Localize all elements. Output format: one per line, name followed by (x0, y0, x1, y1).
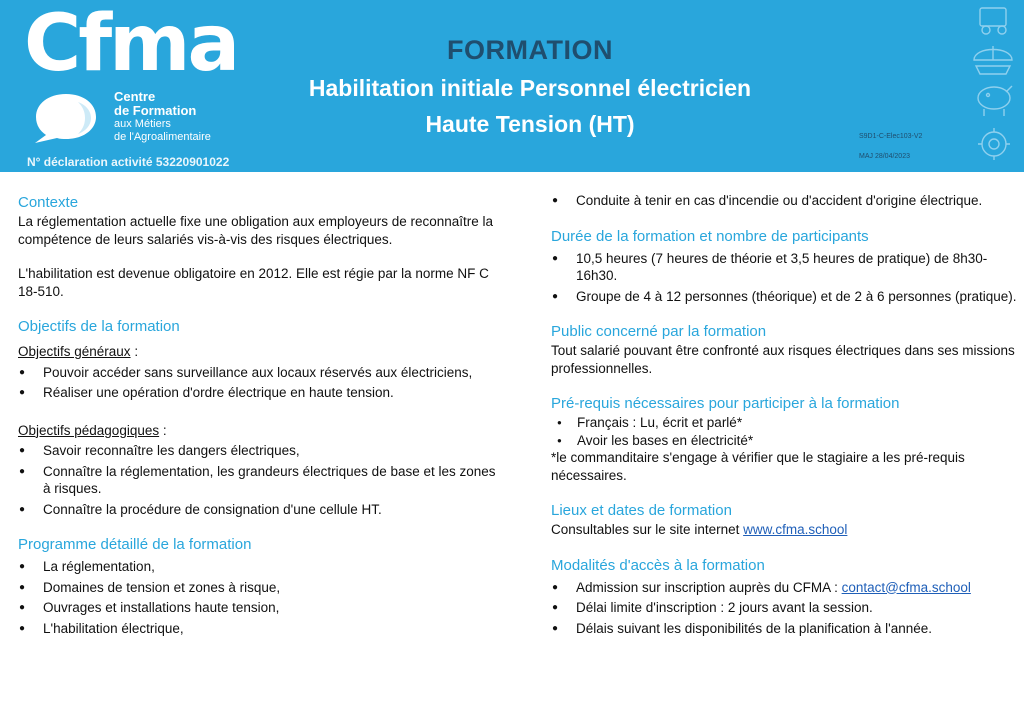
list-item: ● 10,5 heures (7 heures de théorie et 3,5 heures de pratique) de 8h30-16h30. (551, 250, 1021, 285)
programme-list-continued (551, 192, 1021, 210)
logo-line-4: de l'Agroalimentaire (114, 131, 211, 143)
programme-list (18, 558, 498, 637)
objectifs-generaux-colon: : (130, 344, 139, 359)
declaration-number: N° déclaration activité 53220901022 (27, 155, 230, 169)
list-item: ● Pouvoir accéder sans surveillance aux locaux réservés aux électriciens, (18, 364, 498, 382)
list-item: ● L'habilitation électrique, (18, 620, 498, 638)
modalite-1-text: Admission sur inscription auprès du CFMA : (576, 579, 842, 595)
speech-bubble-icon (30, 92, 100, 144)
section-title-public: Public concerné par la formation (551, 323, 767, 340)
objectifs-pedagogiques-heading (18, 422, 498, 440)
objectifs-generaux-label: Objectifs généraux (18, 344, 131, 359)
section-title-contexte: Contexte (18, 194, 79, 211)
page-title: FORMATION (447, 35, 613, 65)
section-title-lieux: Lieux et dates de formation (551, 502, 732, 519)
modalites-list (551, 579, 1021, 638)
contact-email-link[interactable]: contact@cfma.school (841, 579, 971, 595)
ref-date: MAJ 28/04/2023 (859, 153, 910, 160)
page-subtitle-1: Habilitation initiale Personnel électricien (308, 75, 752, 101)
objectifs-pedagogiques-label: Objectifs pédagogiques (18, 422, 160, 438)
list-item: ● Connaître la procédure de consignation d'une cellule HT. (18, 501, 498, 519)
list-item: ● Ouvrages et installations haute tension, (18, 599, 498, 617)
list-item: ● Délai limite d'inscription : 2 jours avant la session. (551, 599, 1021, 617)
contexte-paragraph-1: La réglementation actuelle fixe une obligation aux employeurs de reconnaître la compétence de leurs salariés vis-à-vis des risques électriques. (18, 214, 494, 247)
list-item: ● Délais suivant les disponibilités de la planification à l'année. (551, 620, 1021, 638)
lieux-label: Consultables sur le site internet (551, 522, 744, 537)
list-item: ● Connaître la réglementation, les grandeurs électriques de base et les zones à risques. (18, 463, 498, 498)
section-title-programme: Programme détaillé de la formation (18, 536, 252, 553)
logo-line-1: Centre (114, 89, 156, 104)
list-item: ● La réglementation, (18, 558, 498, 576)
ref-code: S9D1-C-Elec103-V2 (859, 133, 923, 140)
section-title-prerequis: Pré-requis nécessaires pour participer à la formation (551, 395, 900, 412)
objectifs-pedagogiques-colon: : (159, 422, 167, 438)
section-title-objectifs: Objectifs de la formation (18, 318, 180, 335)
list-item: ● Réaliser une opération d'ordre électrique en haute tension. (18, 384, 498, 402)
logo-subtitle (114, 90, 211, 144)
right-column (551, 172, 1021, 637)
website-link[interactable]: www.cfma.school (743, 522, 848, 537)
public-text: Tout salarié pouvant être confronté aux risques électriques dans ses missions professionnelles. (551, 343, 1015, 376)
logo-line-2: de Formation (114, 103, 197, 118)
left-column (18, 172, 498, 637)
title-block (250, 30, 810, 142)
document-reference (859, 127, 922, 167)
lieux-text (551, 521, 1021, 539)
duree-list (551, 250, 1021, 306)
logo-line-3: aux Métiers (114, 118, 171, 130)
contexte-paragraph-2: L'habilitation est devenue obligatoire en 2012. Elle est régie par la norme NF C 18-510. (18, 266, 489, 299)
objectifs-generaux-list (18, 364, 498, 402)
list-item: ● Français : Lu, écrit et parlé* (551, 414, 1021, 432)
list-item: ● Savoir reconnaître les dangers électriques, (18, 442, 498, 460)
cfma-logo: Cfma (24, 0, 238, 89)
objectifs-generaux-heading (18, 343, 498, 361)
industry-pictograms-icon (966, 2, 1022, 170)
list-item (551, 579, 1021, 597)
prerequis-note: *le commanditaire s'engage à vérifier que le stagiaire a les pré-requis nécessaires. (551, 450, 965, 483)
list-item: ● Conduite à tenir en cas d'incendie ou d'accident d'origine électrique. (551, 192, 1021, 210)
objectifs-pedagogiques-list (18, 442, 498, 518)
header-banner (0, 0, 1024, 172)
section-title-duree: Durée de la formation et nombre de participants (551, 227, 869, 245)
section-title-modalites: Modalités d'accès à la formation (551, 556, 765, 574)
page-subtitle-2: Haute Tension (HT) (425, 111, 635, 137)
prerequis-list (551, 414, 1021, 449)
list-item: ● Avoir les bases en électricité* (551, 432, 1021, 450)
list-item: ● Groupe de 4 à 12 personnes (théorique) et de 2 à 6 personnes (pratique). (551, 288, 1021, 306)
list-item: ● Domaines de tension et zones à risque, (18, 579, 498, 597)
